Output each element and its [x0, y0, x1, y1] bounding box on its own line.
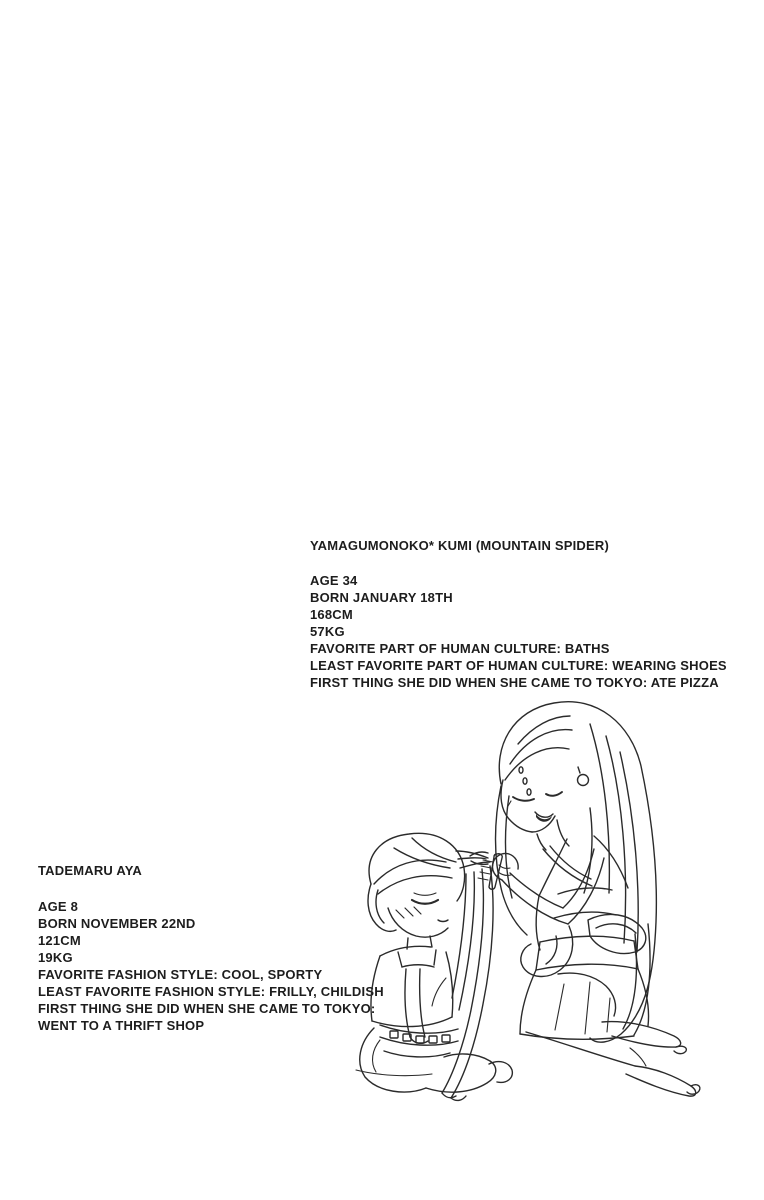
character-illustration-svg — [350, 688, 760, 1148]
profile-kumi-name: YAMAGUMONOKO* KUMI (MOUNTAIN SPIDER) — [310, 538, 609, 553]
stat-line-born: BORN NOVEMBER 22ND — [38, 916, 196, 931]
character-illustration — [350, 688, 760, 1148]
stat-line-weight: 57KG — [310, 624, 345, 639]
kumi-drawing — [470, 702, 700, 1096]
stat-line-favorite: FAVORITE FASHION STYLE: COOL, SPORTY — [38, 967, 323, 982]
stat-line-age: AGE 34 — [310, 573, 358, 588]
stat-line-first-thing: FIRST THING SHE DID WHEN SHE CAME TO TOKYO: ATE PIZZA — [310, 675, 719, 690]
stat-line-height: 121CM — [38, 933, 81, 948]
stat-line-born: BORN JANUARY 18TH — [310, 590, 453, 605]
stat-line-height: 168CM — [310, 607, 353, 622]
profile-kumi — [310, 537, 727, 691]
stat-line-age: AGE 8 — [38, 899, 79, 914]
profile-aya-name: TADEMARU AYA — [38, 863, 143, 878]
stat-line-first-thing-cont: WENT TO A THRIFT SHOP — [38, 1018, 205, 1033]
profile-aya-stats — [38, 898, 384, 1034]
stat-line-weight: 19KG — [38, 950, 73, 965]
profile-aya — [38, 862, 384, 1034]
stat-line-favorite: FAVORITE PART OF HUMAN CULTURE: BATHS — [310, 641, 610, 656]
profile-kumi-stats — [310, 572, 727, 691]
stat-line-first-thing: FIRST THING SHE DID WHEN SHE CAME TO TOKYO: — [38, 1001, 376, 1016]
stat-line-least-favorite: LEAST FAVORITE FASHION STYLE: FRILLY, CHILDISH — [38, 984, 384, 999]
stat-line-least-favorite: LEAST FAVORITE PART OF HUMAN CULTURE: WEARING SHOES — [310, 658, 727, 673]
